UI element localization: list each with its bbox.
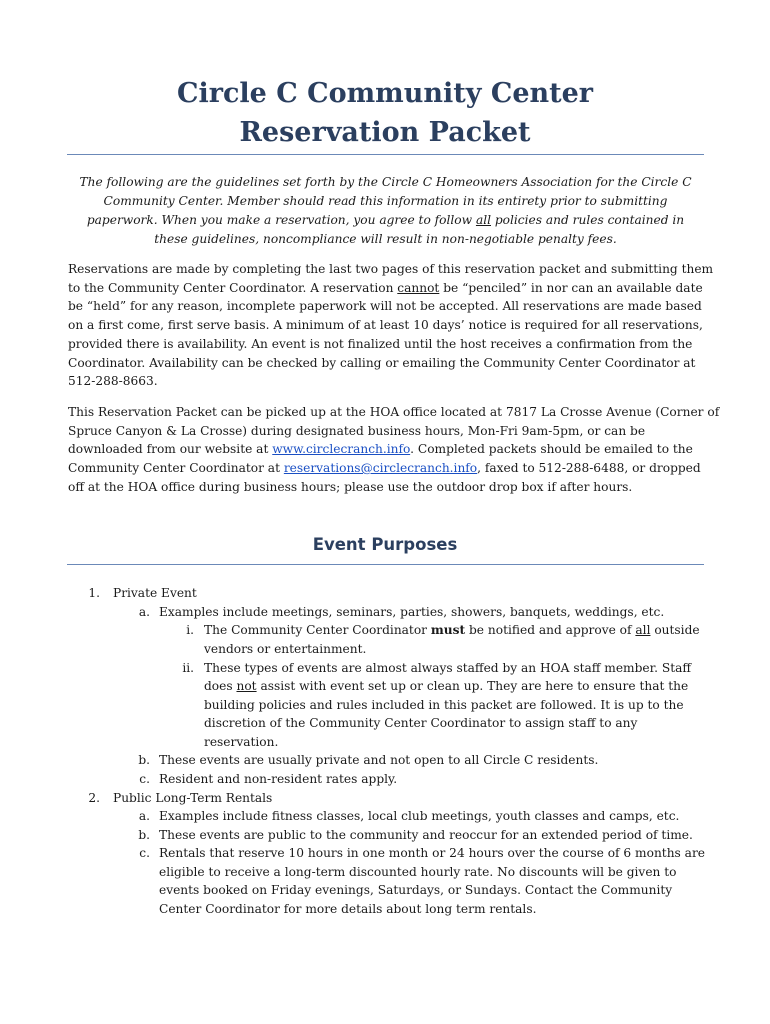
section-divider xyxy=(67,564,704,565)
list-marker: b. xyxy=(138,828,150,842)
list-marker: i. xyxy=(186,623,194,637)
title-line-1: Circle C Community Center xyxy=(176,78,594,109)
list-marker: 2. xyxy=(88,791,100,805)
intro-line: Community Center. Member should read this information in its entirety prior to submitting xyxy=(103,194,668,208)
intro-line: these guidelines, noncompliance will result in non-negotiable penalty fees. xyxy=(154,232,617,246)
page-title xyxy=(0,74,770,152)
list-marker: c. xyxy=(139,772,150,786)
reservations-paragraph: Reservations are made by completing the last two pages of this reservation packet and submitting them to the Community Center Coordinator. A reservation cannot be “penciled” in nor can an available date be “held” for any reason, incomplete paperwork will not be accepted. All reservations are made based on a first come, first serve basis. A minimum of at least 10 days’ notice is required for all reservations, provided there is availability. An event is not finalized until the host receives a confirmation from the Coordinator. Availability can be checked by calling or emailing the Community Center Coordinator at 512-288-8663. xyxy=(68,262,714,389)
title-line-2: Reservation Packet xyxy=(239,117,531,148)
email-link[interactable]: reservations@circlecranch.info xyxy=(283,461,478,476)
section-heading: Event Purposes xyxy=(312,535,458,554)
list-marker: b. xyxy=(138,753,150,767)
list-item-continuation: Center Coordinator for more details about long term rentals. xyxy=(159,902,537,916)
list-item-continuation: discretion of the Community Center Coordinator to assign staff to any xyxy=(204,716,638,730)
list-marker: a. xyxy=(138,605,150,619)
website-link[interactable]: www.circlecranch.info xyxy=(272,442,411,457)
list-item-continuation: building policies and rules included in this packet are followed. It is up to the xyxy=(204,698,684,712)
list-marker: a. xyxy=(138,809,150,823)
intro-paragraph xyxy=(68,173,703,249)
list-marker: c. xyxy=(139,846,150,860)
packet-pickup-paragraph: This Reservation Packet can be picked up at the HOA office located at 7817 La Crosse Avenue (Corner of Spruce Canyon & La Crosse) during designated business hours, Mon-Fri 9am-5pm, or can be downloaded from our website at www.circlecranch.info. Completed packets should be emailed to the Community Center Coordinator at reservations@circlecranch.info, faxed to 512-288-6488, or dropped off at the HOA office during business hours; please use the outdoor drop box if after hours. xyxy=(68,405,720,494)
list-marker: ii. xyxy=(182,661,194,675)
title-divider xyxy=(67,154,704,155)
document-page: Circle C Community Center Reservation Packet The following are the guidelines set forth by the Circle C Homeowners Association for the Circle C Community Center. Member should read this information in its entirety prior to submitting paperwork. When you make a reservation, you agree to follow all policies and rules contained in these guidelines, noncompliance will result in non-negotiable penalty fees. Reservations are made by completing the last two pages of this reservation packet and submitting them to the Community Center Coordinator. A reservation cannot be “penciled” in nor can an available date be “held” for any reason, incomplete paperwork will not be accepted. All reservations are made based on a first come, first serve basis. A minimum of at least 10 days’ notice is required for all reservations, provided there is availability. An event is not finalized until the host receives a confirmation from the Coordinator. Availability can be checked by calling or emailing the Community Center Coordinator at 512-288-8663. This Reservation Packet can be picked up at the HOA office located at 7817 La Crosse Avenue (Corner of Spruce Canyon & La Crosse) during designated business hours, Mon-Fri 9am-5pm, or can be downloaded from our website at www.circlecranch.info. Completed packets should be emailed to the Community Center Coordinator at reservations@circlecranch.info, faxed to 512-288-6488, or dropped off at the HOA office during business hours; please use the outdoor drop box if after hours. Event Purposes 1. Private Event a. Examples include meetings, seminars, parties, showers, banquets, weddings, etc. i. The Community Center Coordinator must be notified and approve of all outside vendors or entertainment. ii. These types of events are almost always staffed by an HOA staff member. Staff does not assist with event set up or clean up. They are here to ensure that the building policies and rules included in this packet are followed. It is up to the discretion of the Community Center Coordinator to assign staff to any reservation. b. These events are usually private and not open to all Circle C residents. c. Resident and non-resident rates apply. 2. Public Long-Term Rentals a. Examples include fitness classes, local club meetings, youth classes and camps, etc. b. These events are public to the community and reoccur for an extended period of time. c. Rentals that reserve 10 hours in one month or 24 hours over the course of 6 months are eligible to receive a long-term discounted hourly rate. No discounts will be given to events booked on Friday evenings, Saturdays, or Sundays. Contact the Community Center Coordinator for more details about long term rentals. xyxy=(0,0,770,1024)
list-item-continuation: does not assist with event set up or clean up. They are here to ensure that the xyxy=(204,679,689,693)
list-marker: 1. xyxy=(88,586,100,600)
list-item-continuation: vendors or entertainment. xyxy=(204,642,367,656)
list-item-continuation: reservation. xyxy=(204,735,279,749)
list-item-continuation: events booked on Friday evenings, Saturdays, or Sundays. Contact the Community xyxy=(159,883,673,897)
list-item-continuation: eligible to receive a long-term discounted hourly rate. No discounts will be given to xyxy=(159,865,677,879)
intro-line: The following are the guidelines set forth by the Circle C Homeowners Association for the Circle C xyxy=(79,175,692,189)
intro-line: paperwork. When you make a reservation, you agree to follow all policies and rules contained in xyxy=(86,213,685,227)
